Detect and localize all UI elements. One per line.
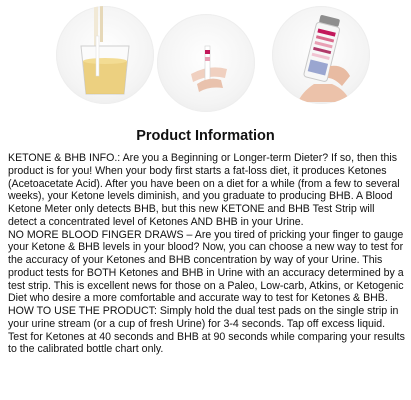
glass-cup-icon (56, 6, 154, 104)
no-blood-draws-paragraph: NO MORE BLOOD FINGER DRAWS – Are you tired of pricking your finger to gauge your Ketone & BHB levels in your blood? Now, you can choose a new way to test for the accuracy of your Ketones and BHB concentration by way of your Urine. This product tests for BOTH Ketones and BHB in Urine with an accuracy determined by a test strip. This is excellent news for those on a Paleo, Low-carb, Atkins, or Ketogenic Diet who desire a more comfortable and accurate way to test for Ketones & BHB. (8, 228, 404, 305)
bottle-icon (272, 6, 370, 104)
urine-cup-photo (56, 6, 154, 104)
product-description (8, 152, 406, 356)
test-strip-photo (157, 14, 255, 112)
product-photos (0, 0, 411, 115)
strip-bottle-photo (272, 6, 370, 104)
test-strip-icon (157, 14, 255, 112)
section-heading: Product Information (136, 128, 275, 144)
ketone-bhb-info-paragraph: KETONE & BHB INFO.: Are you a Beginning or Longer-term Dieter? If so, then this product is for you! When your body first starts a fat-loss diet, it produces Ketones (Acetoacetate Acid). After you have been on a diet for a while (from a few to several weeks), your Ketone levels diminish, and you graduate to producing BHB. A Blood Ketone Meter only detects BHB, but this new KETONE and BHB Test Strip will detect a concentrated level of Ketones AND BHB in your Urine. (8, 152, 400, 228)
how-to-use-paragraph: HOW TO USE THE PRODUCT: Simply hold the dual test pads on the single strip in your urine stream (or a cup of fresh Urine) for 3-4 seconds. Tap off excess liquid. Test for Ketones at 40 seconds and BHB at 90 seconds while comparing your results to the calibrated bottle chart only. (8, 305, 405, 356)
